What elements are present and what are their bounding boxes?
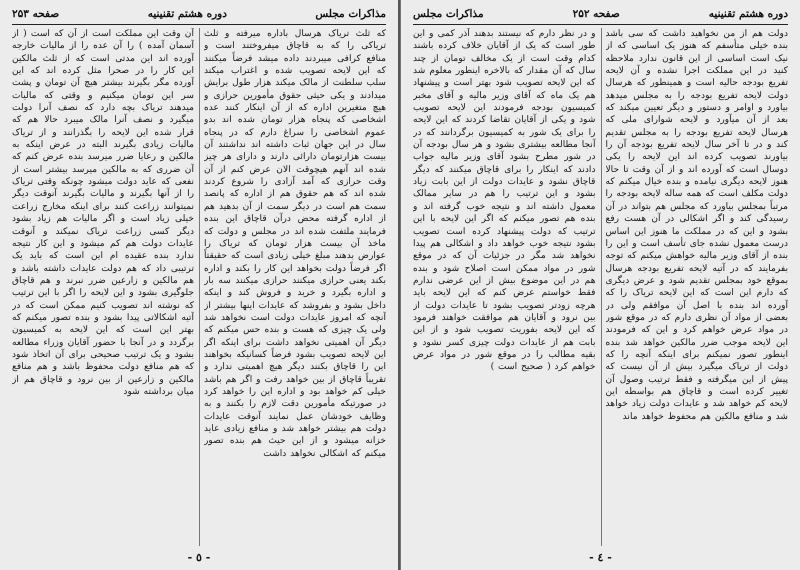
left-page-right-column-text: که ثلث تریاک هرسال باداره میرفته و ثلث تریاکی را که به قاچاق میفروختند است و منافع کرافی میبردند داده میشد فرضاً میکنند که این لایحه تصویب شده و اغتراب میکند سلب سلطنت از مالک میکند هزار طول برایش میدادند و یکی حیثی حقوق مأمورین حرازی و هیچ متغیرین اداره که از آن اینکار کنند عده اشخاصی که پنجاه هزار تومان شده اند بدو عموم اشخاصی را سراغ دارم که در پنجاه سال در این جهان ثبات داشته اند نداشتند آن بیست هزارتومان دارائی دارند و دارای هر چیز شده اند آنهم هیچوقت الان عرض کنم از آن وقت حرازی که آمد آزادی را شروع کردند شده اند که هم حقوق هم از اداره که پانصد سمت هم است در دیگر سمت از آن بدهید هم از اداره گرفته محض درآن قاچاق این بنده فرمایند ملتفت شده اند در مجلس و دولت که ماخذ آن بیست هزار تومان که تریاک را عوارض بدهند مبلغ خیلی زیادی است که حقیقتاً اگر فرضاً دولت بخواهد این کار را بکند و اداره بکند یعنی حرازی میکنند حرازی میکنند سه بار و اداره بگیرد و خرید و فروش کند و اینکه داخل بشود و بفروشد که عایدات اینها بیشتر از آنچه که امروز عایدات دولت است نخواهد شد ولی یک چیزی که هست و بنده حس میکنم که دیگر آن اهمیتی نخواهد داشت برای اینکه اگر این لایحه تصویب بشود فرضاً کسانیکه بخواهند این را قاچاق بکنند دیگر هیچ اهمیتی ندارد و تقریباً قاچاق از بین خواهد رفت و اگر هم باشد خیلی کم خواهد بود و اداره این را خواهد کرد در صورتیکه مأمورین دقت لازم را بکنند و به وظایف خودشان عمل نمایند آنوقت عایدات دولت هم بیشتر خواهد شد و منافع زیادی عاید خزانه میشود و از این حیث هم بنده تصور میکنم که اشکالی نخواهد داشت xyxy=(204,29,386,459)
left-page-right-column xyxy=(204,28,386,546)
right-header-rule xyxy=(413,24,788,25)
right-page xyxy=(400,0,800,570)
left-page-footer: - ٥ - xyxy=(187,551,211,564)
right-header-center-text: صفحه ۲۵۲ xyxy=(572,8,620,20)
right-page-footer: - ٤ - xyxy=(589,551,612,564)
left-page-column-divider xyxy=(199,28,200,546)
right-page-left-column-text: و در نظر دارم که نیستند بدهند آذر کمی و این طور است که یک از آقایان خلاف کرده باشند کدام وقت است از یک مخالف تومان از چند سال که آن مقدار که بالاخره اینطور معلوم شد که این لایحه تصویب شود بهتر است و پیشنهاد هم یک ماه که آقای وزیر مالیه و آقای مخبر کمیسیون بودجه فرمودند این لایحه تصویب شود و یکی از آقایان تقاضا کردند که این لایحه را برای یک شور به کمیسیون برگردانند که در آنجا مطالعه بیشتری بشود و هر سال بودجه آن در شور مطرح بشود آقای وزیر مالیه جواب دادند که اینکار را برای قاچاق میکنند که دیگر قاچاق نشود و عایدات دولت از این بابت زیاد بشود و این ترتیب را هم در سایر ممالک معمول داشته اند و نتیجه خوب گرفته اند و بنده هم تصور میکنم که اگر این لایحه با این ترتیب که دولت پیشنهاد کرده است تصویب بشود نتیجه خوب خواهد داد و اشکالی هم پیدا نخواهد شد مگر در جزئیات آن که در موقع شور در مواد ممکن است اصلاح شود و بنده هم در این موضوع بیش از این عرضی ندارم فقط خواستم عرض کنم که این لایحه باید هرچه زودتر تصویب بشود تا عایدات دولت از بین نرود و آقایان هم موافقت خواهند فرمود که این لایحه بفوریت تصویب شود و از این بابت هم از عایدات دولت چیزی کسر نشود و بقیه مطالب را در موقع شور در مواد عرض خواهم کرد ( صحیح است ) xyxy=(413,29,596,373)
right-page-right-column-text: دولت هم از من نخواهید داشت که سی باشد بنده خیلی متأسفم که هنوز یک اساسی که از نیک است اساسی از این قانون ندارد ملاحظه کنید در این مملکت اجرا نشده و آن لایحه تفریع بودجه حالیه است و همینطور که هرسال دولت لایحه تفریع بودجه را به مجلس میدهد بیاورد و اوامر و دستور و دیگر تعیین میکند که بعد از آن میآورد و لایحه شوارای ملی که هرسال لایحه تفریع بودجه را به مجلس تقدیم کند و در تا آخر سال لایحه تفریع بودجه آن را بیاورند تصویب کرده اند این لایحه را یکی دوسال است که آورده اند و از آن وقت تا حالا هنوز لایحه دیگری نیامده و بنده خیال میکنم که دولت مکلف است که همه ساله لایحه بودجه را مرتباً بمجلس بیاورد که مجلس هم بتواند در آن رسیدگی کند و اگر اشکالی در آن هست رفع بشود و این که در مملکت ما هنوز این اساس درست معمول نشده جای تأسف است و این را بنده از آقای وزیر مالیه خواهش میکنم که توجه بفرمایند که در آتیه لایحه تفریع بودجه هرسال بموقع خود بمجلس تقدیم شود و عرض دیگری که دارم این است که این لایحه تریاک را که آورده اند بنده با اصل آن موافقم ولی در بعضی از مواد آن نظری دارم که در موقع شور در مواد عرض خواهم کرد و این که فرمودند این لایحه موجب ضرر مالکین خواهد شد بنده اینطور تصور نمیکنم برای اینکه آنچه را که دولت از تریاک میگیرد بیش از آن نیست که پیش از این میگرفته و فقط ترتیب وصول آن تغییر کرده است و قاچاق هم بواسطه این لایحه کم خواهد شد و عایدات دولت زیاد خواهد شد و منافع مالکین هم محفوظ خواهد ماند xyxy=(605,29,788,422)
left-header-rule xyxy=(12,24,386,25)
right-page-left-column xyxy=(413,28,596,546)
right-page-header xyxy=(413,6,788,22)
left-page-left-column xyxy=(12,28,194,546)
left-page-left-column-text: آن وقت این مملکت است از آن که است ( از آسمان آمده ) را آن عده را از مالیات خارجه آورده اند این مدتی است که از ثلث مالکین این کار را در صحرا مثل کرده اند که این آورده مگر بگیرند بیشتر هیچ آن تومان و پشت سر این تومان میکنیم و وقتی که مالیات میدهند تریاک بچه دارد که نصف آنرا دولت میگیرد و نصف آنرا مالک میبرد حالا هم که قرار شده این لایحه را بگذرانند و از تریاک مالیات زیادی بگیرند البته در عرض اینکه به مالکین و رعایا ضرر میرسد بنده عرض کنم که آن ضرری که به مالکین میرسد بیشتر است از نفعی که عاید دولت میشود چونکه وقتی تریاک را از آنها بگیرند و مالیات بگیرند آنوقت دیگر نمیتوانند زراعت کنند برای اینکه مخارج زراعت خیلی زیاد است و اگر مالیات هم زیاد بشود دیگر کسی زراعت تریاک نمیکند و آنوقت عایدات دولت هم کم میشود و این کار نتیجه ندارد بنده عقیده ام این است که باید یک ترتیبی داد که هم دولت عایدات داشته باشد و هم مالکین و زارعین ضرر نبرند و هم قاچاق جلوگیری بشود و این لایحه را اگر با این ترتیب که نوشته اند تصویب کنیم ممکن است که در آتیه اشکالاتی پیدا بشود و بنده تصور میکنم که بهتر این است که این لایحه به کمیسیون برگردد و در آنجا با حضور آقایان وزراء مطالعه بشود و یک ترتیب صحیحی برای آن اتخاذ شود که هم منافع دولت محفوظ باشد و هم منافع مالکین و زارعین از بین نرود و قاچاق هم از میان برداشته شود xyxy=(12,29,194,397)
right-header-right-text: دوره هشتم تقنینیه xyxy=(708,8,788,20)
left-header-left-text: صفحه ۲۵۳ xyxy=(12,8,60,20)
right-page-column-divider xyxy=(601,28,602,546)
left-page-header xyxy=(12,6,386,22)
right-header-left-text: مذاکرات مجلس xyxy=(413,8,484,20)
left-header-right-text: مذاکرات مجلس xyxy=(315,8,386,20)
left-header-center-text: دوره هشتم تقنینیه xyxy=(147,8,227,20)
right-page-right-column xyxy=(606,28,789,546)
